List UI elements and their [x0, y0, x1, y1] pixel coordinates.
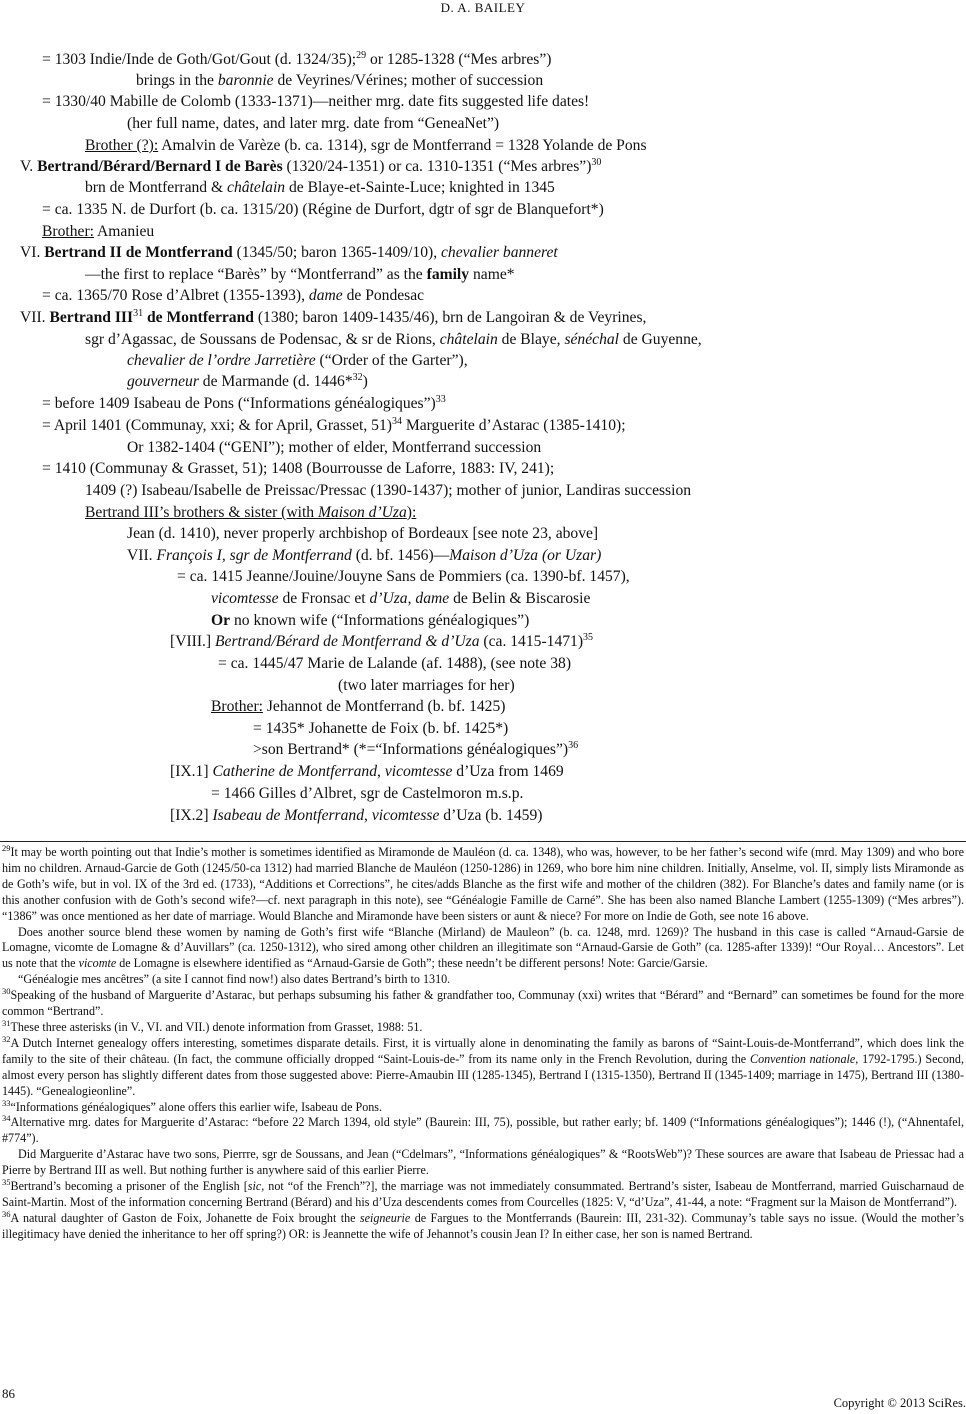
gen-line-19 — [127, 438, 541, 458]
footnote-29-para-3 — [2, 972, 964, 988]
gen-line-34 — [170, 762, 564, 782]
text-run: Bertrand’s becoming a prisoner of the English [ — [10, 1179, 248, 1194]
text-run: = 1466 Gilles d’Albret, sgr de Castelmoron m.s.p. — [211, 785, 524, 802]
text-run: = April 1401 (Communay, xxi; & for April, Grasset, 51) — [42, 417, 392, 434]
gen-line-13 — [20, 308, 646, 328]
text-run: (her full name, dates, and later mrg. date from “GeneaNet”) — [127, 115, 500, 132]
text-run: name* — [469, 266, 515, 283]
text-run: brings in the — [136, 72, 218, 89]
text-run: de Marmande (d. 1446* — [198, 373, 353, 390]
text-run: = before 1409 Isabeau de Pons (“Informations généalogiques”) — [42, 395, 436, 412]
text-run: 34 — [391, 415, 402, 427]
gen-line-1 — [42, 50, 551, 70]
text-run: ) — [362, 373, 368, 390]
text-run: Marguerite d’Astarac (1385-1410); — [401, 417, 626, 434]
gen-line-23 — [127, 524, 598, 544]
footnote-rule — [0, 841, 966, 842]
gen-line-7 — [85, 178, 555, 198]
text-run: de Guyenne, — [619, 331, 702, 348]
gen-line-4 — [127, 114, 499, 134]
gen-line-24 — [127, 546, 601, 566]
text-run: 32 — [2, 1033, 11, 1044]
gen-line-2 — [136, 71, 543, 91]
text-run: vicomte — [78, 956, 117, 971]
text-run: vicomtesse — [371, 807, 440, 824]
footnote-34-para-2 — [2, 1147, 964, 1179]
gen-line-11 — [85, 265, 515, 285]
text-run: d’Uza — [369, 590, 408, 607]
text-run: family — [426, 266, 470, 283]
copyright: Copyright © 2013 SciRes. — [833, 1396, 966, 1410]
text-run: d’Uza (b. 1459) — [439, 807, 543, 824]
text-run: 33 — [435, 393, 446, 405]
text-run: de Pondesac — [342, 287, 425, 304]
text-run: 31 — [133, 307, 144, 319]
text-run: = 1410 (Communay & Grasset, 51); 1408 (Bourrousse de Laforre, 1883: IV, 241); — [42, 460, 555, 477]
text-run: Or 1382-1404 (“GENI”); mother of elder, Montferrand succession — [127, 439, 542, 456]
text-run: chevalier banneret — [441, 244, 558, 261]
footnote-29-para-2 — [2, 925, 964, 973]
footnote-34 — [2, 1115, 964, 1147]
text-run: vicomtesse — [384, 763, 453, 780]
text-run: (1320/24-1351) or ca. 1310-1351 (“Mes arbres”) — [282, 158, 592, 175]
text-run: A natural daughter of Gaston de Foix, Johanette de Foix brought the — [10, 1210, 360, 1225]
text-run: Did Marguerite d’Astarac have two sons, Pierrre, sgr de Soussans, and Jean (“Cdelmars”, “Informations généalogiques” & “RootsWeb”)? These sources are aware that Isabeau de Priessac had a Pierre by Bertrand III as well. But nothing further is anywhere said of this earlier Pierre. — [2, 1147, 964, 1178]
text-run: = 1330/40 Mabille de Colomb (1333-1371)—neither mrg. date fits suggested life dates! — [42, 93, 590, 110]
text-run: 33 — [2, 1097, 11, 1108]
text-run: V. — [20, 158, 38, 175]
text-run: = ca. 1365/70 Rose d’Albret (1355-1393), — [42, 287, 309, 304]
text-run: [IX.2] — [170, 807, 213, 824]
text-run: , — [364, 807, 372, 824]
text-run: Brother: — [211, 698, 263, 715]
text-run: gouverneur — [127, 373, 199, 390]
text-run: 36 — [2, 1208, 11, 1219]
text-run: Convention nationale — [750, 1051, 856, 1066]
footnote-29 — [2, 842, 964, 925]
footnote-36 — [2, 1208, 964, 1243]
gen-line-16 — [127, 372, 368, 392]
gen-line-20 — [42, 459, 554, 479]
text-run: A Dutch Internet genealogy offers interesting, sometimes disparate details. First, it is virtually alone in denominating the family as barons of “Saint-Louis-de-Montferrand”, which does link the family to the site of their château. (In fact, the commune officially dropped “Saint-Louis-de-” from its name only in the French Revolution, during the — [2, 1035, 964, 1066]
gen-line-15 — [127, 351, 468, 371]
gen-line-12 — [42, 286, 424, 306]
text-run: sgr d’Agassac, de Soussans de Podensac, & sr de Rions, — [85, 331, 440, 348]
text-run: sénéchal — [564, 331, 619, 348]
gen-line-31 — [211, 697, 505, 717]
text-run: Brother (?): — [85, 137, 159, 154]
text-run: = ca. 1445/47 Marie de Lalande (af. 1488), (see note 38) — [218, 655, 572, 672]
text-run: chevalier de l’ordre Jarretière — [127, 352, 316, 369]
text-run: châtelain — [227, 179, 286, 196]
text-run: Bertrand/Bérard de Montferrand & d’Uza — [215, 633, 480, 650]
text-run: “Généalogie mes ancêtres” (a site I cannot find now!) also dates Bertrand’s birth to 1310. — [18, 972, 451, 987]
text-run: Bertrand III’s brothers & sister (with — [85, 504, 318, 521]
text-run: Alternative mrg. dates for Marguerite d’Astarac: “before 22 March 1394, old style” (Baurein: III, 75), possible, but rather early; bf. 1409 (“Informations généalogiques”); 1446 (!), (“Ahnentafel, #774”). — [2, 1115, 964, 1146]
footnote-35 — [2, 1179, 964, 1211]
text-run: = ca. 1335 N. de Durfort (b. ca. 1315/20) (Régine de Durfort, dgtr of sgr de Blanquefort*) — [42, 201, 604, 218]
text-run: Speaking of the husband of Marguerite d’Astarac, but perhaps subsuming his father & grandfather too, Communay (xxi) writes that “Bérard” and “Bernard” can sometimes be found for the more common “Bertrand”. — [2, 988, 964, 1019]
text-run: de Montferrand — [143, 309, 254, 326]
text-run: vicomtesse — [211, 590, 279, 607]
text-run: no known wife (“Informations généalogiques”) — [230, 612, 530, 629]
text-run: ): — [406, 504, 417, 521]
text-run: , — [377, 763, 385, 780]
running-head: D. A. BAILEY — [440, 0, 526, 15]
text-run: (1380; baron 1409-1435/46), brn de Langoiran & de Veyrines, — [253, 309, 647, 326]
text-run: It may be worth pointing out that Indie’s mother is sometimes identified as Miramonde de Mauléon (d. ca. 1348), who was, however, to be her father’s second wife (mrd. May 1309) and who bore him no children. Arnaud-Garcie de Goth (1245/50-ca 1312) had married Blanche de Mauléon (1250-1286) in 1269, who bore him nine children. Initially, Anselme, vol. II, simply lists Miramonde as de Goth’s wife, but in vol. IX of the 3rd ed. (1733), “Additions et Corrections”, he cites/adds Blanche as the first wife and mother of the children (382). For Blanche’s dates and family name (or is this another confusion with de Goth’s second wife?—cf. next paragraph in this note), see “Généalogie Famille de Carné”. She has been also named Blanche Lambert (1255-1309) (“Mes arbres”). “1386” was once mentioned as her date of marriage. Would Blanche and Miramonde have been sisters or aunt & niece? For more on Indie de Goth, see note 16 above. — [2, 845, 964, 923]
text-run: VII. — [127, 547, 157, 564]
footnote-30 — [2, 988, 964, 1020]
text-run: (two later marriages for her) — [338, 677, 515, 694]
footnote-33 — [2, 1097, 964, 1116]
text-run: Catherine de Montferrand — [212, 763, 378, 780]
text-run: brn de Montferrand & — [85, 179, 228, 196]
text-run: These three asterisks (in V., VI. and VII.) denote information from Grasset, 1988: 51. — [10, 1019, 423, 1034]
text-run: 30 — [2, 986, 11, 997]
text-run: Bertrand II de Montferrand — [44, 244, 233, 261]
gen-line-14 — [85, 330, 702, 350]
text-run: 35 — [583, 631, 594, 643]
gen-line-27 — [211, 611, 529, 631]
text-run: (“Order of the Garter”), — [315, 352, 468, 369]
text-run: de Fronsac et — [278, 590, 370, 607]
text-run: Jean (d. 1410), never properly archbishop of Bordeaux [see note 23, above] — [127, 525, 599, 542]
text-run: , — [407, 590, 416, 607]
text-run: [IX.1] — [170, 763, 213, 780]
gen-line-28 — [170, 632, 593, 652]
text-run: de Blaye-et-Sainte-Luce; knighted in 1345 — [285, 179, 555, 196]
gen-line-10 — [20, 243, 558, 263]
text-run: Does another source blend these women by naming de Goth’s first wife “Blanche (Mirland) de Mauleon” (b. ca. 1248, mrd. 1269)? The husband in this case is called “Arnaud-Garsie de Lomagne, vicomte de Lomagne & d’Auvillars” (ca. 1250-1312), who sired among other children an illegitimate son “Arnaud-Garsie de Goth” (ca. 1285-after 1339)! “Our Royal… Ancestors”. Let us note that the — [2, 924, 964, 971]
text-run: Maison d’Uza — [318, 504, 407, 521]
text-run: 1409 (?) Isabeau/Isabelle de Preissac/Pressac (1390-1437); mother of junior, Landiras succession — [85, 482, 692, 499]
text-run: Amanieu — [93, 223, 155, 240]
gen-line-25 — [177, 567, 630, 587]
text-run: , 1792-1795.) Second, almost every person has slightly different dates from those suggested above: Pierre-Amaubin III (1285-1345), Bertrand I (1315-1350), Bertrand II (1345-1409; marriage in 1475), Bertrand III (1380-1445). “Genealogieonline”. — [2, 1051, 965, 1098]
footnote-32 — [2, 1033, 965, 1100]
gen-line-26 — [211, 589, 590, 609]
footnotes — [2, 842, 965, 1243]
gen-line-21 — [85, 481, 691, 501]
text-run: 35 — [2, 1177, 11, 1187]
text-run: , not “of the French”?], the marriage was not immediately consummated. Bertrand’s sister, Isabeau de Montferrand, married Guischarnaud de Saint-Martin. Most of the information concerning Bertrand (Bérard) and his d’Uza descendents comes from Courcelles (1825: V, “d’Uza”, 41-44, a note: “Fragment sur la Maison de Montferrand”). — [2, 1179, 964, 1209]
text-run: dame — [415, 590, 450, 607]
text-run: [VIII.] — [170, 633, 216, 650]
text-run: VII. — [20, 309, 50, 326]
gen-line-5 — [85, 136, 647, 156]
text-run: d’Uza from 1469 — [452, 763, 564, 780]
text-run: Or — [211, 612, 231, 629]
text-run: de Veyrines/Vérines; mother of succession — [273, 72, 544, 89]
text-run: “Informations généalogiques” alone offers this earlier wife, Isabeau de Pons. — [10, 1099, 383, 1114]
text-run: de Blaye, — [497, 331, 565, 348]
text-run: dame — [308, 287, 343, 304]
text-run: de Fargues to the Montferrands (Baurein: III, 231-32). Communay’s table says no issue. (Would the mother’s illegitimacy have denied the inheritance to her off spring?) OR: is Jeannette the wife of Jehannot’s cousin Jean I? In either case, her son is named Bertrand. — [2, 1210, 964, 1241]
text-run: (1345/50; baron 1365-1409/10), — [232, 244, 441, 261]
text-run: 29 — [2, 842, 11, 853]
gen-line-30 — [338, 676, 515, 696]
text-run: = 1303 Indie/Inde de Goth/Got/Gout (d. 1324/35); — [42, 51, 357, 68]
text-run: 32 — [352, 371, 363, 383]
gen-line-8 — [42, 200, 604, 220]
text-run: sic — [247, 1179, 262, 1194]
text-run: châtelain — [439, 331, 498, 348]
text-run: VI. — [20, 244, 45, 261]
text-run: 31 — [2, 1017, 11, 1028]
text-run: —the first to replace “Barès” by “Montferrand” as the — [85, 266, 427, 283]
text-run: de Lomagne is elsewhere identified as “Arnaud-Garsie de Goth”; these needn’t be different persons! Note: Garcie/Garsie. — [116, 956, 708, 971]
text-run: Bertrand III — [49, 309, 134, 326]
gen-line-29 — [218, 654, 571, 674]
text-run: 29 — [356, 49, 367, 61]
text-run: (ca. 1415-1471) — [479, 633, 584, 650]
text-run: de Belin & Biscarosie — [449, 590, 591, 607]
gen-line-3 — [42, 92, 589, 112]
gen-line-22 — [85, 503, 416, 523]
gen-line-36 — [170, 806, 542, 826]
text-run: = 1435* Johanette de Foix (b. bf. 1425*) — [253, 720, 509, 737]
text-run: or 1285-1328 (“Mes arbres”) — [366, 51, 552, 68]
page-number: 86 — [2, 1386, 15, 1401]
text-run: Maison d’Uza (or Uzar) — [449, 547, 602, 564]
text-run: 36 — [568, 739, 579, 751]
text-run: François I, sgr de Montferrand — [156, 547, 352, 564]
gen-line-6 — [20, 157, 601, 177]
text-run: seigneurie — [359, 1210, 411, 1225]
text-run: Amalvin de Varèze (b. ca. 1314), sgr de Montferrand = 1328 Yolande de Pons — [158, 137, 647, 154]
gen-line-32 — [253, 719, 508, 739]
footnote-31 — [2, 1017, 964, 1036]
text-run: Isabeau de Montferrand — [212, 807, 365, 824]
text-run: (d. bf. 1456)— — [351, 547, 450, 564]
text-run: >son Bertrand* (*=“Informations généalogiques”) — [253, 741, 569, 758]
gen-line-33 — [253, 740, 578, 760]
gen-line-35 — [211, 784, 523, 804]
text-run: Brother: — [42, 223, 94, 240]
text-run: baronnie — [217, 72, 274, 89]
gen-line-18 — [42, 416, 626, 436]
gen-line-17 — [42, 394, 446, 414]
text-run: Bertrand/Bérard/Bernard I de Barès — [37, 158, 283, 175]
text-run: 34 — [2, 1113, 11, 1124]
text-run: = ca. 1415 Jeanne/Jouine/Jouyne Sans de Pommiers (ca. 1390-bf. 1457), — [177, 568, 630, 585]
text-run: Jehannot de Montferrand (b. bf. 1425) — [262, 698, 506, 715]
text-run: 30 — [591, 156, 602, 168]
gen-line-9 — [42, 222, 154, 242]
